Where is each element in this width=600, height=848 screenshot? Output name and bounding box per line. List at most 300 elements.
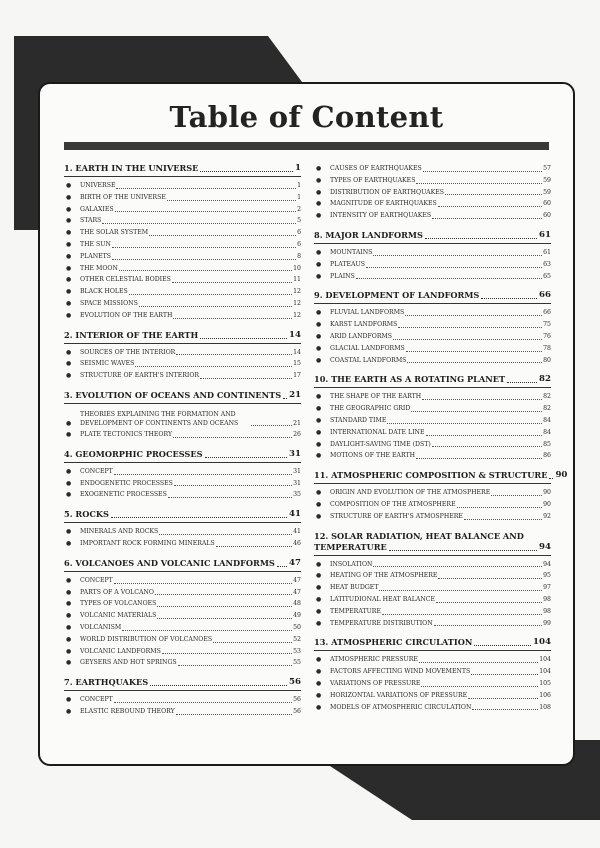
toc-entry[interactable] xyxy=(314,403,551,415)
entry-title: EVOLUTION OF THE EARTH xyxy=(80,311,173,319)
section-heading[interactable] xyxy=(64,446,301,463)
entry-title: INSOLATION xyxy=(330,560,373,568)
toc-entry[interactable] xyxy=(314,606,551,618)
entry-title: COMPOSITION OF THE ATMOSPHERE xyxy=(330,500,456,508)
bullet-icon: ● xyxy=(316,248,322,256)
section-heading[interactable] xyxy=(314,287,551,304)
bullet-icon: ● xyxy=(66,430,72,438)
toc-entry[interactable] xyxy=(64,347,301,359)
toc-right-column xyxy=(314,160,568,718)
section-page-number: 47 xyxy=(289,557,301,568)
toc-entry[interactable] xyxy=(314,307,551,319)
entry-title: IMPORTANT ROCK FORMING MINERALS xyxy=(80,539,215,547)
toc-entry[interactable] xyxy=(314,570,551,582)
bullet-icon: ● xyxy=(316,272,322,280)
toc-section xyxy=(314,160,551,222)
entry-page-number: 106 xyxy=(539,691,551,699)
dot-leader xyxy=(216,546,292,547)
section-title: 4. GEOMORPHIC PROCESSES xyxy=(64,448,203,459)
dot-leader xyxy=(382,614,542,615)
bullet-icon: ● xyxy=(66,696,72,704)
bullet-icon: ● xyxy=(66,491,72,499)
entry-title: MAGNITUDE OF EARTHQUAKES xyxy=(330,200,437,208)
entry-page-number: 14 xyxy=(293,348,301,356)
dot-leader xyxy=(373,255,542,256)
entry-page-number: 1 xyxy=(297,193,301,201)
toc-entry[interactable] xyxy=(314,582,551,594)
entry-title: SPACE MISSIONS xyxy=(80,299,138,307)
toc-entry[interactable] xyxy=(64,370,301,382)
dot-leader xyxy=(129,294,292,295)
dot-leader xyxy=(438,206,542,207)
toc-entry[interactable] xyxy=(314,187,551,199)
bullet-icon: ● xyxy=(66,479,72,487)
toc-entry[interactable] xyxy=(314,618,551,630)
toc-entry[interactable] xyxy=(314,439,551,451)
toc-entry[interactable] xyxy=(314,198,551,210)
entry-title: PLAINS xyxy=(330,272,355,280)
section-title: 6. VOLCANOES AND VOLCANIC LANDFORMS xyxy=(64,557,275,568)
dot-leader xyxy=(549,478,553,479)
toc-section xyxy=(314,467,568,522)
entry-page-number: 6 xyxy=(297,229,301,237)
bullet-icon: ● xyxy=(66,623,72,631)
dot-leader xyxy=(426,435,543,436)
entry-title: MOTIONS OF THE EARTH xyxy=(330,452,416,460)
entry-page-number: 59 xyxy=(543,176,551,184)
dot-leader xyxy=(159,534,292,535)
toc-entry[interactable] xyxy=(64,204,301,216)
entry-page-number: 86 xyxy=(543,452,551,460)
dot-leader xyxy=(251,425,292,426)
dot-leader xyxy=(277,566,287,567)
section-heading[interactable] xyxy=(314,227,551,244)
section-item-list xyxy=(314,556,551,630)
entry-page-number: 104 xyxy=(539,668,551,676)
dot-leader xyxy=(150,685,287,686)
toc-entry[interactable] xyxy=(64,192,301,204)
dot-leader xyxy=(366,267,542,268)
dot-leader xyxy=(421,686,538,687)
toc-entry[interactable] xyxy=(64,526,301,538)
dot-leader xyxy=(474,645,531,646)
dot-leader xyxy=(111,517,287,518)
section-item-list xyxy=(314,304,551,366)
entry-page-number: 31 xyxy=(293,467,301,475)
title-underline-bar xyxy=(64,142,549,150)
toc-entry[interactable] xyxy=(64,429,301,441)
bullet-icon: ● xyxy=(66,193,72,201)
dot-leader xyxy=(122,630,292,631)
toc-entry[interactable] xyxy=(64,466,301,478)
toc-entry[interactable] xyxy=(64,634,301,646)
table-of-contents-card xyxy=(38,82,575,766)
toc-entry[interactable] xyxy=(314,427,551,439)
toc-section xyxy=(314,287,551,366)
entry-page-number: 49 xyxy=(293,612,301,620)
entry-page-number: 35 xyxy=(293,491,301,499)
toc-entry[interactable] xyxy=(314,247,551,259)
toc-entry[interactable] xyxy=(64,538,301,550)
bullet-icon: ● xyxy=(316,344,322,352)
entry-page-number: 105 xyxy=(539,679,551,687)
toc-entry[interactable] xyxy=(314,415,551,427)
toc-entry[interactable] xyxy=(64,657,301,669)
dot-leader xyxy=(416,458,542,459)
toc-entry[interactable] xyxy=(314,594,551,606)
entry-title: CAUSES OF EARTHQUAKES xyxy=(330,165,422,172)
entry-page-number: 12 xyxy=(293,311,301,319)
toc-entry[interactable] xyxy=(314,259,551,271)
dot-leader xyxy=(405,315,542,316)
dot-leader xyxy=(438,578,542,579)
section-heading[interactable] xyxy=(64,555,301,572)
section-title: 13. ATMOSPHERIC CIRCULATION xyxy=(314,637,473,648)
entry-title: THE GEOGRAPHIC GRID xyxy=(330,405,411,413)
toc-entry[interactable] xyxy=(64,610,301,622)
section-heading[interactable] xyxy=(314,528,551,556)
toc-entry[interactable] xyxy=(314,702,551,714)
dot-leader xyxy=(168,497,292,498)
toc-entry[interactable] xyxy=(64,239,301,251)
toc-entry[interactable] xyxy=(314,343,551,355)
bullet-icon: ● xyxy=(316,560,322,568)
bullet-icon: ● xyxy=(66,311,72,319)
entry-title: OTHER CELESTIAL BODIES xyxy=(80,276,171,284)
entry-page-number: 76 xyxy=(543,332,551,340)
bullet-icon: ● xyxy=(66,299,72,307)
toc-entry[interactable] xyxy=(64,575,301,587)
dot-leader xyxy=(167,200,296,201)
entry-page-number: 99 xyxy=(543,619,551,627)
toc-entry[interactable] xyxy=(64,358,301,370)
dot-leader xyxy=(425,238,537,239)
entry-page-number: 90 xyxy=(543,500,551,508)
entry-title: FLUVIAL LANDFORMS xyxy=(330,309,405,317)
bullet-icon: ● xyxy=(316,428,322,436)
section-page-number: 82 xyxy=(539,374,551,385)
bullet-icon: ● xyxy=(316,212,322,220)
entry-page-number: 82 xyxy=(543,405,551,413)
dot-leader xyxy=(115,211,296,212)
entry-page-number: 2 xyxy=(297,205,301,213)
dot-leader xyxy=(173,318,292,319)
dot-leader xyxy=(464,519,542,520)
dot-leader xyxy=(112,247,296,248)
dot-leader xyxy=(200,338,287,339)
toc-entry[interactable] xyxy=(64,489,301,501)
entry-page-number: 56 xyxy=(293,696,301,704)
bullet-icon: ● xyxy=(316,200,322,208)
dot-leader xyxy=(119,270,292,271)
toc-entry[interactable] xyxy=(64,274,301,286)
bullet-icon: ● xyxy=(66,276,72,284)
dot-leader xyxy=(436,602,542,603)
bullet-icon: ● xyxy=(66,635,72,643)
bullet-icon: ● xyxy=(66,576,72,584)
section-page-number: 61 xyxy=(539,229,551,240)
entry-page-number: 47 xyxy=(293,576,301,584)
entry-page-number: 63 xyxy=(543,260,551,268)
entry-title: TEMPERATURE DISTRIBUTION xyxy=(330,619,433,627)
toc-entry[interactable] xyxy=(314,487,551,499)
entry-title: TYPES OF EARTHQUAKES xyxy=(330,176,416,184)
entry-page-number: 59 xyxy=(543,188,551,196)
section-heading[interactable] xyxy=(314,371,551,388)
section-item-list xyxy=(64,404,301,441)
toc-entry[interactable] xyxy=(314,450,551,462)
entry-title: BLACK HOLES xyxy=(80,288,128,296)
dot-leader xyxy=(471,674,538,675)
bullet-icon: ● xyxy=(66,647,72,655)
toc-entry[interactable] xyxy=(314,331,551,343)
section-item-list xyxy=(314,651,551,713)
toc-entry[interactable] xyxy=(64,298,301,310)
entry-page-number: 57 xyxy=(543,165,551,172)
entry-page-number: 84 xyxy=(543,428,551,436)
entry-page-number: 65 xyxy=(543,272,551,280)
dot-leader xyxy=(472,709,538,710)
entry-page-number: 48 xyxy=(293,600,301,608)
entry-title: STARS xyxy=(80,217,102,225)
section-title: 7. EARTHQUAKES xyxy=(64,677,149,688)
section-page-number: 56 xyxy=(289,677,301,688)
section-heading[interactable] xyxy=(64,506,301,523)
toc-entry[interactable] xyxy=(64,587,301,599)
bullet-icon: ● xyxy=(66,240,72,248)
dot-leader xyxy=(114,702,292,703)
dot-leader xyxy=(434,625,543,626)
entry-page-number: 26 xyxy=(293,430,301,438)
section-title: 9. DEVELOPMENT OF LANDFORMS xyxy=(314,290,480,301)
entry-title: LATITUDIONAL HEAT BALANCE xyxy=(330,595,435,603)
entry-title: ATMOSPHERIC PRESSURE xyxy=(330,656,418,664)
section-title-continued: TEMPERATURE xyxy=(314,541,387,552)
toc-entry[interactable] xyxy=(314,391,551,403)
section-heading[interactable] xyxy=(64,387,301,404)
entry-title: STRUCTURE OF EARTH'S INTERIOR xyxy=(80,372,200,380)
section-title: 8. MAJOR LANDFORMS xyxy=(314,229,423,240)
toc-entry[interactable] xyxy=(64,407,301,429)
dot-leader xyxy=(407,362,542,363)
entry-page-number: 6 xyxy=(297,240,301,248)
dot-leader xyxy=(389,550,537,551)
toc-entry[interactable] xyxy=(64,251,301,263)
dot-leader xyxy=(200,171,293,172)
toc-entry[interactable] xyxy=(64,478,301,490)
bullet-icon: ● xyxy=(316,332,322,340)
toc-entry[interactable] xyxy=(314,175,551,187)
toc-section xyxy=(64,387,301,441)
entry-title: ELASTIC REBOUND THEORY xyxy=(80,707,175,715)
bullet-icon: ● xyxy=(316,500,322,508)
bullet-icon: ● xyxy=(66,348,72,356)
entry-title: ARID LANDFORMS xyxy=(330,332,393,340)
toc-entry[interactable] xyxy=(314,511,551,523)
bullet-icon: ● xyxy=(316,176,322,184)
section-page-number: 94 xyxy=(539,541,551,552)
entry-page-number: 15 xyxy=(293,360,301,368)
entry-title: MODELS OF ATMOSPHERIC CIRCULATION xyxy=(330,703,472,711)
entry-title: MINERALS AND ROCKS xyxy=(80,528,159,536)
entry-title: COASTAL LANDFORMS xyxy=(330,356,407,364)
toc-entry[interactable] xyxy=(314,678,551,690)
section-heading[interactable] xyxy=(64,674,301,691)
entry-page-number: 90 xyxy=(543,489,551,497)
section-item-list xyxy=(64,463,301,501)
toc-entry[interactable] xyxy=(314,559,551,571)
dot-leader xyxy=(356,278,542,279)
bullet-icon: ● xyxy=(66,528,72,536)
entry-title: PLATEAUS xyxy=(330,260,365,268)
toc-entry[interactable] xyxy=(314,690,551,702)
bullet-icon: ● xyxy=(316,489,322,497)
bullet-icon: ● xyxy=(316,595,322,603)
section-heading[interactable] xyxy=(64,160,301,177)
toc-section xyxy=(64,327,301,382)
dot-leader xyxy=(398,327,542,328)
section-heading[interactable] xyxy=(314,467,568,484)
section-title-line2 xyxy=(314,542,551,553)
bullet-icon: ● xyxy=(316,440,322,448)
toc-entry[interactable] xyxy=(64,180,301,192)
entry-page-number: 98 xyxy=(543,595,551,603)
entry-title: PARTS OF A VOLCANO xyxy=(80,588,154,596)
bullet-icon: ● xyxy=(66,600,72,608)
bullet-icon: ● xyxy=(66,539,72,547)
entry-title: THE SUN xyxy=(80,240,111,248)
entry-page-number: 11 xyxy=(293,276,301,284)
bullet-icon: ● xyxy=(316,691,322,699)
entry-page-number: 12 xyxy=(293,299,301,307)
toc-entry[interactable] xyxy=(314,666,551,678)
entry-page-number: 17 xyxy=(293,372,301,380)
entry-title: INTERNATIONAL DATE LINE xyxy=(330,428,425,436)
dot-leader xyxy=(283,398,287,399)
toc-entry[interactable] xyxy=(314,355,551,367)
dot-leader xyxy=(457,507,543,508)
dot-leader xyxy=(416,183,542,184)
entry-page-number: 92 xyxy=(543,512,551,520)
bullet-icon: ● xyxy=(66,288,72,296)
toc-entry[interactable] xyxy=(64,646,301,658)
toc-section xyxy=(314,634,551,713)
entry-title: TEMPERATURE xyxy=(330,607,381,615)
section-heading[interactable] xyxy=(64,327,301,344)
entry-title: FACTORS AFFECTING WIND MOVEMENTS xyxy=(330,668,471,676)
section-page-number: 1 xyxy=(295,163,301,173)
bullet-icon: ● xyxy=(316,572,322,580)
entry-title: VARIATIONS OF PRESSURE xyxy=(330,679,421,687)
dot-leader xyxy=(176,714,292,715)
toc-entry[interactable] xyxy=(64,310,301,322)
page-title: Table of Content xyxy=(169,100,444,134)
dot-leader xyxy=(139,306,292,307)
toc-entry[interactable] xyxy=(64,263,301,275)
entry-page-number: 55 xyxy=(293,659,301,667)
bullet-icon: ● xyxy=(66,588,72,596)
entry-page-number: 10 xyxy=(293,264,301,272)
dot-leader xyxy=(423,171,542,172)
dot-leader xyxy=(481,298,537,299)
dot-leader xyxy=(173,437,292,438)
toc-entry[interactable] xyxy=(64,227,301,239)
entry-page-number: 98 xyxy=(543,607,551,615)
entry-page-number: 5 xyxy=(297,217,301,225)
bullet-icon: ● xyxy=(66,252,72,260)
toc-entry[interactable] xyxy=(64,215,301,227)
toc-entry[interactable] xyxy=(314,654,551,666)
entry-title: CONCEPT xyxy=(80,576,113,584)
toc-entry[interactable] xyxy=(314,271,551,283)
toc-entry[interactable] xyxy=(64,622,301,634)
toc-entry[interactable] xyxy=(64,706,301,718)
dot-leader xyxy=(162,653,292,654)
dot-leader xyxy=(172,282,292,283)
toc-entry[interactable] xyxy=(64,598,301,610)
bullet-icon: ● xyxy=(316,656,322,664)
dot-leader xyxy=(507,382,537,383)
section-item-list xyxy=(64,691,301,718)
bullet-icon: ● xyxy=(316,452,322,460)
bullet-icon: ● xyxy=(316,321,322,329)
section-title: 2. INTERIOR OF THE EARTH xyxy=(64,329,199,340)
dot-leader xyxy=(135,366,292,367)
dot-leader xyxy=(213,642,292,643)
bullet-icon: ● xyxy=(316,188,322,196)
entry-page-number: 60 xyxy=(543,212,551,220)
dot-leader xyxy=(419,662,538,663)
entry-title: ORIGIN AND EVOLUTION OF THE ATMOSPHERE xyxy=(330,489,491,497)
entry-page-number: 61 xyxy=(543,248,551,256)
section-item-list xyxy=(314,160,551,222)
toc-section xyxy=(314,371,551,462)
toc-section xyxy=(314,528,551,630)
entry-title: VOLCANIC LANDFORMS xyxy=(80,647,161,655)
toc-entry[interactable] xyxy=(64,694,301,706)
entry-page-number: 31 xyxy=(293,479,301,487)
dot-leader xyxy=(468,698,538,699)
toc-entry[interactable] xyxy=(314,499,551,511)
bullet-icon: ● xyxy=(66,229,72,237)
bullet-icon: ● xyxy=(316,405,322,413)
toc-entry[interactable] xyxy=(64,286,301,298)
bullet-icon: ● xyxy=(316,165,322,172)
entry-title: PLATE TECTONICS THEORY xyxy=(80,430,173,438)
entry-page-number: 41 xyxy=(293,528,301,536)
entry-page-number: 94 xyxy=(543,560,551,568)
section-page-number: 14 xyxy=(289,329,301,340)
dot-leader xyxy=(157,606,292,607)
section-item-list xyxy=(314,244,551,282)
dot-leader xyxy=(114,474,292,475)
dot-leader xyxy=(116,188,296,189)
entry-page-number: 85 xyxy=(543,440,551,448)
bullet-icon: ● xyxy=(66,205,72,213)
section-page-number: 41 xyxy=(289,509,301,520)
entry-page-number: 53 xyxy=(293,647,301,655)
entry-title: GLACIAL LANDFORMS xyxy=(330,344,405,352)
dot-leader xyxy=(112,259,296,260)
bullet-icon: ● xyxy=(316,309,322,317)
dot-leader xyxy=(491,495,542,496)
entry-title: MOUNTAINS xyxy=(330,248,373,256)
toc-entry[interactable] xyxy=(314,163,551,175)
toc-entry[interactable] xyxy=(314,319,551,331)
section-title: 12. SOLAR RADIATION, HEAT BALANCE AND xyxy=(314,530,524,541)
section-heading[interactable] xyxy=(314,634,551,651)
toc-entry[interactable] xyxy=(314,210,551,222)
